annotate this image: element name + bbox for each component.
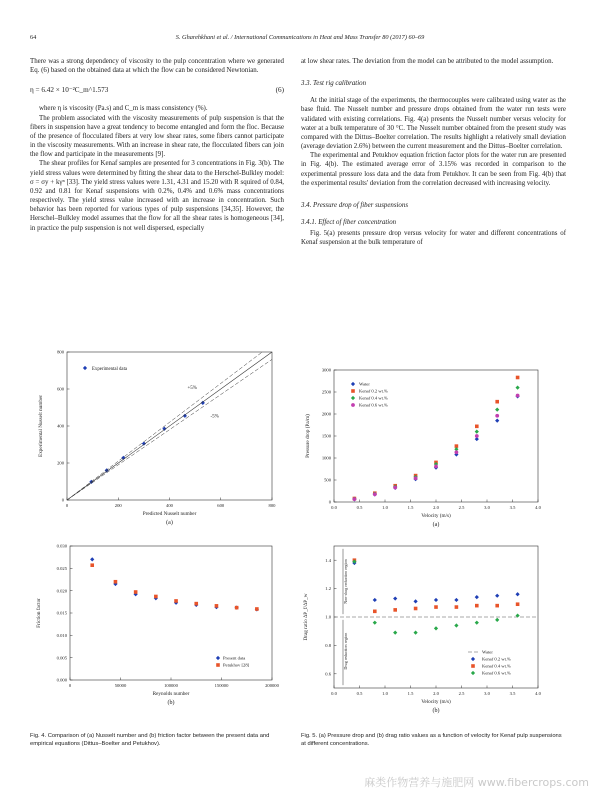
data-point (455, 450, 459, 454)
paragraph: There was a strong dependency of viscosity to the pulp concentration where we generated Eq. (6) based on the obtained data at which the flow can be considered Newtonian. (30, 58, 284, 75)
y-tick-label: 800 (57, 349, 64, 355)
x-tick-label: 3.0 (484, 691, 490, 696)
equation-6 (30, 86, 284, 95)
y-tick-label: 0 (61, 497, 64, 503)
data-point (495, 618, 499, 622)
y-tick-label: 500 (324, 477, 331, 483)
chart-fig5b (300, 540, 570, 722)
line-y-equals-x (67, 352, 272, 500)
y-tick-label: 200 (57, 460, 64, 466)
x-tick-label: 3.5 (509, 691, 516, 696)
legend-marker (351, 382, 355, 386)
paragraph: At the initial stage of the experiments, the thermocouples were calibrated using water as the base fluid. The Nusselt number and pressure drops obtained from the water run tests were validated with existing correlations. Fig. 4(a) presents the Nusselt number versus velocity for water at a bulk temperature of 30 °C. The Nusselt number obtained from the present study was compared with the Dittus–Boelter correlation. The results highlight a relatively small deviation (average deviation 2.6%) between the current measurement and the Dittus–Boelter correlation. (301, 97, 566, 151)
y-axis-label: Pressure drop (Pa/m) (305, 414, 311, 458)
x-tick-label: 2.0 (433, 691, 439, 696)
x-tick-label: 0.0 (331, 691, 337, 696)
legend-label: Experimental data (92, 366, 128, 372)
x-tick-label: 200 (114, 503, 122, 508)
subfigure-label: (b) (167, 700, 175, 706)
chart-fig4a (30, 342, 288, 532)
y-tick-label: 2500 (321, 389, 331, 395)
figure-5-caption: Fig. 5. (a) Pressure drop and (b) drag ratio values as a function of velocity for Kenaf pulp suspensions at different concentrations. (301, 733, 562, 747)
y-tick-label: 0.000 (56, 677, 67, 683)
x-tick-label: 1.5 (407, 505, 414, 510)
x-tick-label: 0.5 (356, 691, 363, 696)
section-heading: 3.3. Test rig calibration (301, 80, 367, 88)
y-tick-label: 0 (328, 499, 331, 505)
region-label-non-drag: Non-drag reduction region (343, 559, 348, 604)
section-heading: 3.4. Pressure drop of fiber suspensions (301, 201, 408, 209)
subfigure-label: (b) (432, 708, 440, 714)
data-point (495, 604, 499, 608)
watermark: 麻类作物营养与施肥网 www.fibercrops.com (364, 776, 589, 789)
data-point (454, 598, 458, 602)
legend-marker (471, 671, 475, 675)
subfigure-label: (a) (166, 520, 173, 526)
x-axis-label: Reynolds number (152, 691, 190, 697)
data-point (434, 464, 438, 468)
chart-fig4b (30, 538, 288, 720)
annotation-minus-5: -5% (210, 414, 219, 420)
x-tick-label: 600 (217, 503, 225, 508)
data-point (516, 602, 520, 606)
x-tick-label: 1.0 (382, 691, 388, 696)
subfigure-label: (a) (432, 522, 440, 528)
y-axis-label: Experimental Nusselt number (38, 395, 44, 457)
data-point (455, 605, 459, 609)
paragraph: where η is viscosity (Pa.s) and C_m is mass consistency (%). (39, 105, 208, 113)
data-point (516, 376, 520, 380)
data-point (414, 607, 418, 611)
y-tick-label: 0.020 (56, 588, 67, 594)
x-tick-label: 1.5 (407, 691, 414, 696)
data-point (393, 631, 397, 635)
y-axis-label: Friction factor (36, 598, 42, 628)
data-point (475, 595, 479, 599)
data-point (90, 563, 94, 567)
data-point (495, 419, 499, 423)
data-point (414, 599, 418, 603)
y-tick-label: 1.2 (325, 586, 331, 592)
paragraph: The experimental and Petukhov equation friction factor plots for the water run are presented in Fig. 4(b). The estimated average error of 3.15% was recorded in comparison to the experimental pressure loss data and the data from Petukhov. It can be seen from Fig. 4(b) that the experimental results' deviation from the correlation decreased with increasing velocity. (301, 152, 566, 187)
data-point (495, 414, 499, 418)
journal-citation: S. Gharehkhani et al. / International Communications in Heat and Mass Transfer 80 (2017) 60–69 (175, 34, 425, 41)
y-tick-label: 0.015 (56, 610, 67, 616)
y-tick-label: 0.010 (56, 632, 67, 638)
page-number: 64 (30, 34, 37, 41)
data-point (495, 400, 499, 404)
legend-label: Kenaf 0.6 wt.% (359, 402, 388, 408)
x-tick-label: 1.0 (382, 505, 388, 510)
x-tick-label: 4.0 (535, 505, 541, 510)
x-tick-label: 2.5 (458, 505, 465, 510)
legend-marker (351, 403, 355, 407)
data-point (516, 386, 520, 390)
figure-4-caption: Fig. 4. Comparison of (a) Nusselt number and (b) friction factor between the present data and empirical equations (Dittus–Boelter and Petukhov). (30, 733, 270, 747)
data-point (475, 434, 479, 438)
x-axis-label: Velocity (m/s) (421, 513, 451, 519)
x-tick-label: 50000 (114, 683, 127, 688)
data-point (373, 492, 377, 496)
y-tick-label: 0.6 (325, 671, 331, 677)
y-tick-label: 1.0 (325, 614, 331, 620)
legend-label: Kenaf 0.4 wt.% (359, 395, 388, 401)
legend-label: Present data (223, 655, 246, 661)
data-point (134, 590, 138, 594)
data-point (154, 595, 158, 599)
data-point (393, 596, 397, 600)
data-point (414, 476, 418, 480)
paragraph: The problem associated with the viscosity measurements of pulp suspension is that the fibers in suspension have a great tendency to become entangled and form the floc. Because of the presence of flocculated fibers at very low shear rates, some fibers cannot participate in the viscosity measurements. With an increase in shear rate, the flocculated fibers can join the flow and participate in the measurements [9]. (30, 114, 284, 159)
data-point (393, 608, 397, 612)
x-tick-label: 800 (268, 503, 276, 508)
y-tick-label: 0.005 (56, 655, 67, 661)
data-point (475, 621, 479, 625)
legend-marker (216, 663, 220, 667)
y-tick-label: 0.025 (56, 565, 67, 571)
data-point (454, 623, 458, 627)
data-point (475, 430, 479, 434)
left-column (30, 57, 284, 233)
data-point (194, 602, 198, 606)
x-tick-label: 100000 (164, 683, 178, 688)
x-tick-label: 0 (65, 503, 69, 508)
data-point (90, 557, 94, 561)
legend-marker (83, 366, 87, 370)
legend-label: Kenaf 0.6 wt.% (482, 670, 511, 676)
x-axis-label: Predicted Nusselt number (142, 511, 197, 517)
x-tick-label: 400 (166, 503, 173, 508)
equation-body: η = 6.42 × 10⁻²C_m^1.573 (30, 86, 109, 95)
data-point (114, 580, 118, 584)
data-point (434, 626, 438, 630)
annotation-plus-5: +5% (187, 386, 197, 391)
data-point (475, 604, 479, 608)
x-axis-label: Velocity (m/s) (421, 699, 451, 705)
data-point (516, 592, 520, 596)
legend-label: Kenaf 0.4 wt.% (482, 663, 511, 669)
x-tick-label: 3.0 (484, 505, 490, 510)
x-tick-label: 3.5 (509, 505, 516, 510)
data-point (495, 594, 499, 598)
data-point (475, 425, 479, 429)
legend-marker (351, 396, 355, 400)
x-tick-label: 2.5 (458, 691, 465, 696)
x-tick-label: 0 (68, 683, 72, 688)
legend-label: Water (482, 649, 493, 655)
y-tick-label: 1000 (321, 455, 331, 461)
paragraph: Fig. 5(a) presents pressure drop versus velocity for water and different concentrations of Kenaf suspension at the bulk temperature of (301, 230, 566, 247)
data-point (235, 606, 239, 610)
legend-label: Water (359, 381, 370, 387)
x-tick-label: 200000 (265, 683, 279, 688)
y-tick-label: 0.030 (56, 543, 67, 549)
data-point (434, 598, 438, 602)
legend-marker (216, 656, 220, 660)
data-point (373, 598, 377, 602)
legend-marker (471, 664, 475, 668)
paragraph: The shear profiles for Kenaf samples are presented for 3 concentrations in Fig. 3(b). The yield stress values were determined by fitting the shear data to the Herschel-Bulkley model: σ = σy + kγⁿ [33]. The yield stress values were 1.31, 4.31 and 15.20 with R squired of 0.84, 0.92 and 0.81 for Kenaf suspensions with 0.2%, 0.4% and 0.6% mass concentrations respectively. The yield stress value increased with an increase in concentration. Such behavior has been reported for various types of pulp suspensions [34,35]. However, the Herschel–Bulkley model assumes that the flow for all the shear rates is homogeneous [34], in practice the pulp suspension is not well dispersed, especially (30, 160, 284, 232)
data-point (353, 497, 357, 501)
data-point (255, 607, 259, 611)
y-tick-label: 400 (57, 423, 64, 429)
data-point (373, 621, 377, 625)
data-point (393, 486, 397, 490)
legend-marker (471, 657, 475, 661)
y-tick-label: 0.8 (325, 643, 331, 648)
y-tick-label: 600 (57, 386, 64, 392)
x-tick-label: 0.5 (356, 505, 363, 510)
legend-label: Petukhov [28] (223, 662, 250, 668)
chart-fig5a (300, 362, 570, 540)
paragraph: at low shear rates. The deviation from the model can be attributed to the model assumption. (301, 58, 554, 65)
data-point (174, 599, 178, 603)
data-point (414, 631, 418, 635)
y-tick-label: 1500 (321, 433, 331, 439)
data-point (373, 610, 377, 614)
equation-number: (6) (275, 86, 284, 95)
right-column (301, 57, 566, 248)
legend-label: Kenaf 0.2 wt.% (359, 388, 388, 394)
y-axis-label: Drag ratio ΔP_f/ΔP_w (303, 593, 309, 641)
subsection-heading: 3.4.1. Effect of fiber concentration (301, 219, 397, 227)
line-minus-5pct (67, 359, 272, 500)
data-point (215, 604, 219, 608)
legend-label: Kenaf 0.2 wt.% (482, 656, 511, 662)
y-tick-label: 3000 (321, 367, 331, 373)
y-tick-label: 1.4 (325, 557, 331, 563)
x-tick-label: 2.0 (433, 505, 439, 510)
data-point (516, 394, 520, 398)
y-tick-label: 2000 (321, 411, 331, 417)
x-tick-label: 4.0 (535, 691, 541, 696)
x-tick-label: 150000 (214, 683, 229, 688)
x-tick-label: 0.0 (331, 505, 337, 510)
data-point (495, 408, 499, 412)
data-point (434, 605, 438, 609)
region-label-drag-reduction: Drag reduction region (343, 632, 348, 670)
line-plus-5pct (67, 352, 262, 500)
legend-marker (351, 389, 355, 393)
